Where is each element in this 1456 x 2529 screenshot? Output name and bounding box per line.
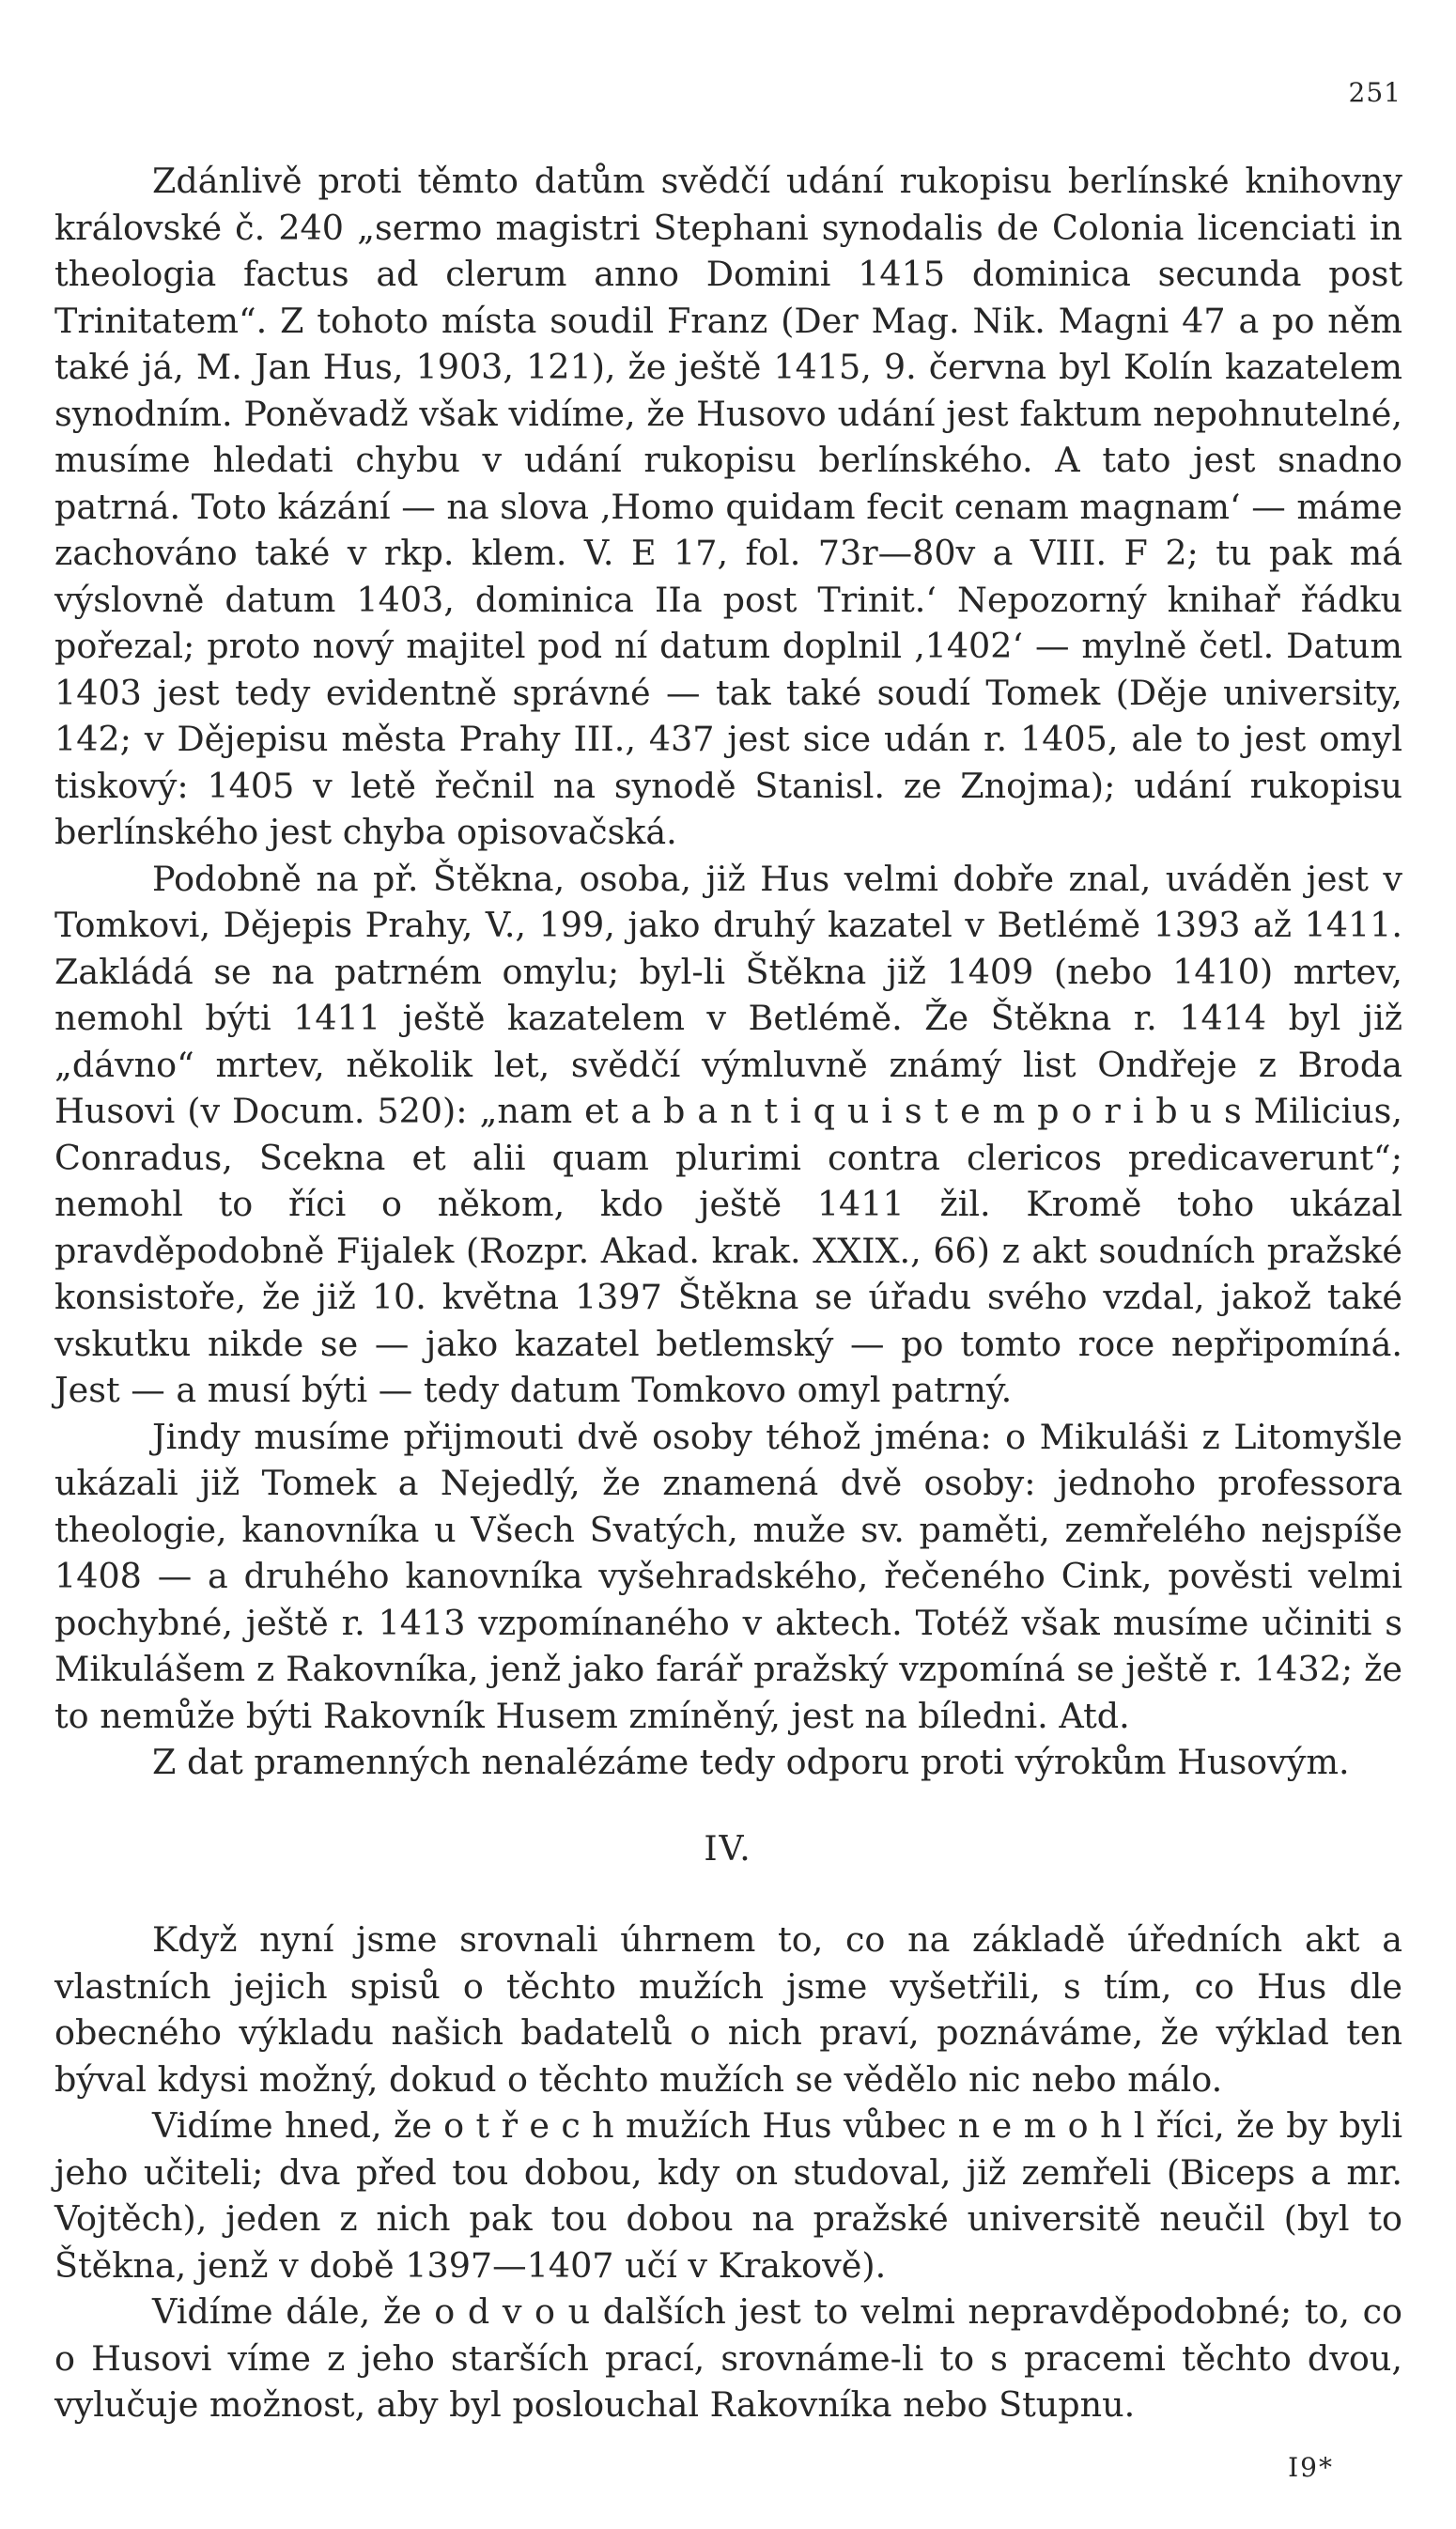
- main-text-before-section: [54, 158, 1402, 1786]
- signature-mark: I9*: [1288, 2452, 1334, 2483]
- paragraph-stekna: Podobně na př. Štěkna, osoba, již Hus velmi dobře znal, uváděn jest v Tomkovi, Dějepis Prahy, V., 199, jako druhý kazatel v Betlémě 1393 až 1411. Zakládá se na patrném omylu; byl-li Štěkna již 1409 (nebo 1410) mrtev, nemohl býti 1411 ještě kazatelem v Betlémě. Že Štěkna r. 1414 byl již „dávno“ mrtev, několik let, svědčí výmluvně známý list Ondřeje z Broda Husovi (v Docum. 520): „nam et a b a n t i q u i s t e m p o r i b u s Milicius, Conradus, Scekna et alii quam plurimi contra clericos predicaverunt“; nemohl to říci o někom, kdo ještě 1411 žil. Kromě toho ukázal pravděpodobně Fijalek (Rozpr. Akad. krak. XXIX., 66) z akt soudních pražské konsistoře, že již 10. května 1397 Štěkna se úřadu svého vzdal, jakož také vskutku nikde se — jako kazatel betlemský — po tomto roce nepřipomíná. Jest — a musí býti — tedy datum Tomkovo omyl patrný.: [54, 858, 1402, 1410]
- paragraph-conclusion: Z dat pramenných nenalézáme tedy odporu proti výrokům Husovým.: [152, 1742, 1350, 1782]
- main-text-section-iv: [54, 1916, 1402, 2428]
- section-heading: IV.: [704, 1830, 752, 1869]
- paragraph-three-men: Vidíme hned, že o t ř e c h mužích Hus vůbec n e m o h l říci, že by byli jeho učiteli; dva před tou dobou, kdy on studoval, již zemřeli (Biceps a mr. Vojtěch), jeden z nich pak tou dobou na pražské universitě neučil (byl to Štěkna, jenž v době 1397—1407 učí v Krakově).: [54, 2105, 1402, 2286]
- paragraph-two-men: Vidíme dále, že o d v o u dalších jest to velmi nepravděpodobné; to, co o Husovi víme z jeho starších prací, srovnáme-li to s pracemi těchto dvou, vylučuje možnost, aby byl poslouchal Rakovníka nebo Stupnu.: [54, 2291, 1402, 2425]
- paragraph-berlin-manuscript: Zdánlivě proti těmto datům svědčí udání rukopisu berlínské knihovny královské č. 240 „sermo magistri Stephani synodalis de Colonia licenciati in theologia factus ad clerum anno Domini 1415 dominica secunda post Trinitatem“. Z tohoto místa soudil Franz (Der Mag. Nik. Magni 47 a po něm také já, M. Jan Hus, 1903, 121), že ještě 1415, 9. června byl Kolín kazatelem synodním. Poněvadž však vidíme, že Husovo udání jest faktum nepohnutelné, musíme hledati chybu v udání rukopisu berlínského. A tato jest snadno patrná. Toto kázání — na slova ‚Homo quidam fecit cenam magnam‘ — máme zachováno také v rkp. klem. V. E 17, fol. 73r—80v a VIII. F 2; tu pak má výslovně datum 1403, dominica IIa post Trinit.‘ Nepozorný knihař řádku pořezal; proto nový majitel pod ní datum doplnil ‚1402‘ — mylně četl. Datum 1403 jest tedy evidentně správné — tak také soudí Tomek (Děje university, 142; v Dějepisu města Prahy III., 437 jest sice udán r. 1405, ale to jest omyl tiskový: 1405 v letě řečnil na synodě Stanisl. ze Znojma); udání rukopisu berlínského jest chyba opisovačská.: [54, 161, 1402, 852]
- page-number: 251: [1348, 77, 1402, 108]
- paragraph-summary: Když nyní jsme srovnali úhrnem to, co na základě úředních akt a vlastních jejich spisů o těchto mužích jsme vyšetřili, s tím, co Hus dle obecného výkladu našich badatelů o nich praví, poznáváme, že výklad ten býval kdysi možný, dokud o těchto mužích se vědělo nic nebo málo.: [54, 1919, 1402, 2100]
- paragraph-two-persons: Jindy musíme přijmouti dvě osoby téhož jména: o Mikuláši z Litomyšle ukázali již Tomek a Nejedlý, že znamená dvě osoby: jednoho professora theologie, kanovníka u Všech Svatých, muže sv. paměti, zemřelého nejspíše 1408 — a druhého kanovníka vyšehradského, řečeného Cink, pověsti velmi pochybné, ještě r. 1413 vzpomínaného v aktech. Totéž však musíme učiniti s Mikulášem z Rakovníka, jenž jako farář pražský vzpomíná se ještě r. 1432; že to nemůže býti Rakovník Husem zmíněný, jest na bíledni. Atd.: [54, 1416, 1402, 1736]
